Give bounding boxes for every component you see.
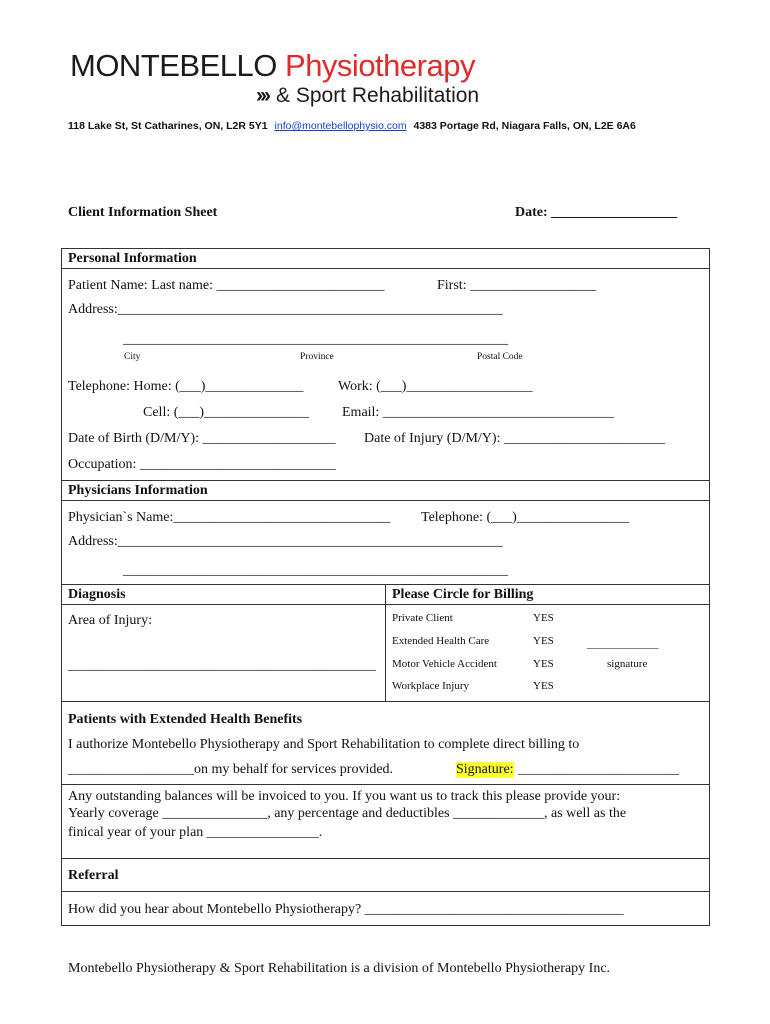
divider [61, 480, 710, 481]
patient-name-field[interactable]: Patient Name: Last name: ________________________ [68, 278, 385, 293]
divider [61, 701, 710, 702]
billing-option-yes[interactable]: YES [533, 658, 554, 670]
physician-address-field[interactable]: Address:_______________________________________________________ [68, 534, 503, 549]
column-divider [385, 584, 386, 701]
contact-line [68, 120, 636, 132]
referral-heading: Referral [68, 868, 119, 883]
logo-brand-text: MONTEBELLO [70, 48, 277, 83]
work-phone-field[interactable]: Work: (___)__________________ [338, 379, 533, 394]
address-line2-field[interactable]: _______________________________________________________ [123, 332, 508, 347]
signature-label: Signature: [456, 762, 514, 777]
address-field[interactable]: Address:_______________________________________________________ [68, 302, 503, 317]
province-label: Province [300, 352, 334, 362]
chevrons-icon: ››› [256, 84, 268, 107]
billing-option-yes[interactable]: YES [533, 680, 554, 692]
physician-name-field[interactable]: Physician`s Name:_______________________________ [68, 510, 391, 525]
billing-party-field[interactable]: __________________on my behalf for services provided. [68, 762, 394, 777]
physician-address-line2-field[interactable]: _______________________________________________________ [123, 563, 508, 578]
billing-option-label: Extended Health Care [392, 635, 490, 647]
divider [61, 784, 710, 785]
area-of-injury-label: Area of Injury: [68, 613, 152, 628]
address-st-catharines: 118 Lake St, St Catharines, ON, L2R 5Y1 [68, 120, 268, 132]
billing-option-label: Motor Vehicle Accident [392, 658, 497, 670]
brand-logo [70, 48, 475, 84]
dob-field[interactable]: Date of Birth (D/M/Y): ___________________ [68, 431, 336, 446]
logo-physio-text: Physiotherapy [285, 48, 475, 83]
billing-option-label: Workplace Injury [392, 680, 469, 692]
benefits-signature-field[interactable]: _______________________ [518, 762, 679, 777]
logo-tagline [256, 84, 479, 108]
billing-signature-label: signature [607, 658, 648, 670]
cell-phone-field[interactable]: Cell: (___)_______________ [143, 405, 310, 420]
coverage-field[interactable]: Yearly coverage _______________, any percentage and deductibles _____________, as well as the [68, 806, 627, 821]
divider [61, 500, 710, 501]
occupation-field[interactable]: Occupation: ____________________________ [68, 457, 336, 472]
divider [61, 858, 710, 859]
billing-option-yes[interactable]: YES [533, 635, 554, 647]
city-label: City [124, 352, 141, 362]
divider [61, 268, 710, 269]
sheet-title: Client Information Sheet [68, 205, 218, 220]
physician-phone-field[interactable]: Telephone: (___)________________ [421, 510, 629, 525]
personal-info-heading: Personal Information [68, 251, 197, 266]
benefits-heading: Patients with Extended Health Benefits [68, 712, 303, 727]
email-field[interactable]: Email: _________________________________ [342, 405, 614, 420]
authorization-text: I authorize Montebello Physiotherapy and Sport Rehabilitation to complete direct billing to [68, 737, 580, 752]
referral-field[interactable]: How did you hear about Montebello Physiotherapy? _____________________________________ [68, 902, 624, 917]
divider [61, 891, 710, 892]
plan-year-field[interactable]: finical year of your plan ________________. [68, 825, 323, 840]
diagnosis-heading: Diagnosis [68, 587, 126, 602]
email-link[interactable]: info@montebellophysio.com [274, 120, 407, 132]
billing-heading: Please Circle for Billing [392, 587, 534, 602]
address-niagara-falls: 4383 Portage Rd, Niagara Falls, ON, L2E 6A6 [413, 120, 636, 132]
billing-option-label: Private Client [392, 612, 453, 624]
date-field[interactable]: Date: __________________ [515, 205, 678, 220]
physicians-info-heading: Physicians Information [68, 483, 208, 498]
doi-field[interactable]: Date of Injury (D/M/Y): _______________________ [364, 431, 665, 446]
home-phone-field[interactable]: Telephone: Home: (___)______________ [68, 379, 304, 394]
footer-text: Montebello Physiotherapy & Sport Rehabilitation is a division of Montebello Physiotherapy Inc. [68, 961, 611, 976]
first-name-field[interactable]: First: __________________ [437, 278, 597, 293]
tagline-text: & Sport Rehabilitation [275, 84, 480, 107]
billing-signature-field[interactable]: _____________ [587, 638, 659, 650]
billing-option-yes[interactable]: YES [533, 612, 554, 624]
balance-notice-text: Any outstanding balances will be invoiced to you. If you want us to track this please provide your: [68, 789, 621, 804]
postal-code-label: Postal Code [477, 352, 523, 362]
area-of-injury-field[interactable]: ____________________________________________ [68, 658, 376, 673]
